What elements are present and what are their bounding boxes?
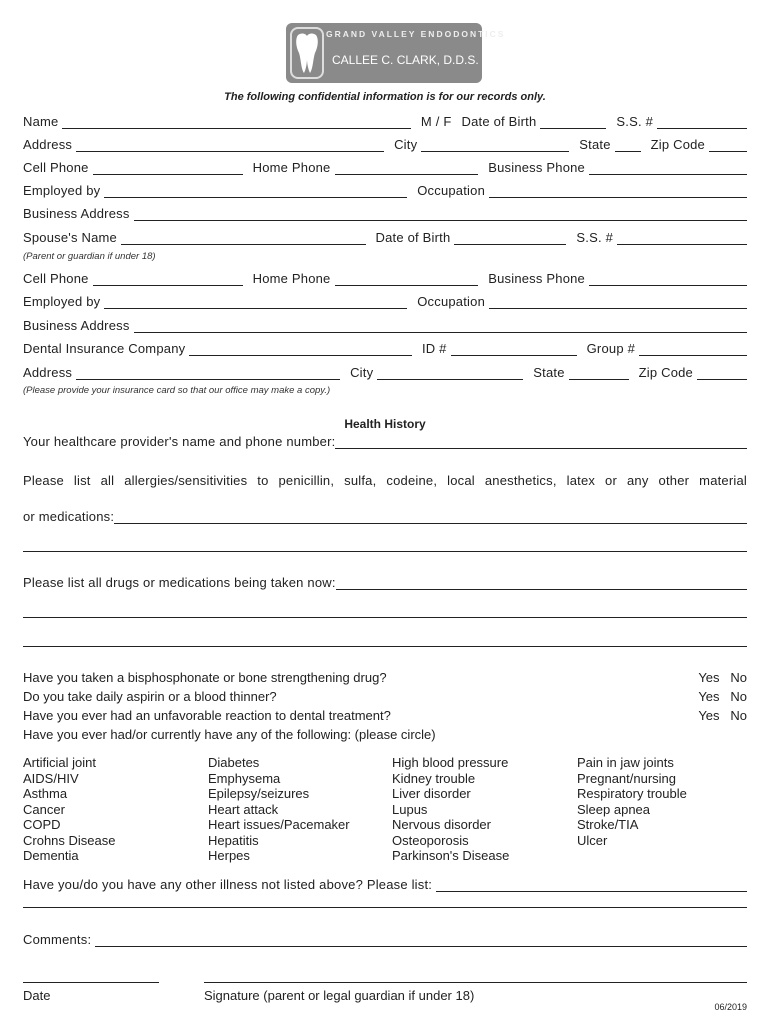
insurance-city-label: City [350,365,374,380]
spouse-name-field[interactable] [121,233,366,245]
employed-field[interactable] [104,186,407,198]
insurance-row [23,341,747,356]
date-label: Date [23,988,51,1003]
condition-item[interactable]: Osteoporosis [392,832,469,848]
revision-date: 06/2019 [714,1002,747,1012]
guardian-note: (Parent or guardian if under 18) [23,251,156,262]
city-label: City [394,137,418,152]
dob-field[interactable] [540,117,606,129]
conditions-column-1 [23,755,116,864]
dob-label: Date of Birth [461,114,537,129]
practice-name: GRAND VALLEY ENDODONTICS [326,29,506,39]
cell-phone-label: Cell Phone [23,160,89,175]
zip-label: Zip Code [650,137,705,152]
spouse-phone-row [23,271,747,286]
spouse-employed-label: Employed by [23,294,101,309]
insurance-city-field[interactable] [377,368,523,380]
condition-item[interactable]: Sleep apnea [577,801,651,817]
date-line[interactable] [23,982,159,983]
drugs-extra-line-1[interactable] [23,617,747,618]
spouse-occupation-field[interactable] [489,297,747,309]
drugs-row [23,575,747,590]
insurance-card-note: (Please provide your insurance card so that our office may make a copy.) [23,385,331,396]
spouse-name-label: Spouse's Name [23,230,117,245]
spouse-employed-field[interactable] [104,297,407,309]
spouse-ss-label: S.S. # [576,230,613,245]
insurance-group-field[interactable] [639,344,747,356]
insurance-address-field[interactable] [76,368,340,380]
question-1-answer [698,670,747,685]
spouse-business-phone-label: Business Phone [488,271,585,286]
condition-item[interactable]: Heart issues/Pacemaker [208,817,350,832]
spouse-occupation-label: Occupation [417,294,485,309]
allergies-extra-line[interactable] [23,551,747,552]
no-option[interactable]: No [730,670,747,685]
spouse-business-address-field[interactable] [134,321,747,333]
conditions-column-3 [392,755,509,864]
state-field[interactable] [615,140,641,152]
patient-phone-row [23,160,747,175]
ss-label: S.S. # [616,114,653,129]
condition-item[interactable]: Kidney trouble [392,770,476,786]
patient-employment-row [23,183,747,198]
spouse-cell-field[interactable] [93,274,243,286]
practice-logo [286,23,506,83]
home-phone-label: Home Phone [252,160,331,175]
provider-field[interactable] [335,437,747,449]
zip-field[interactable] [709,140,747,152]
spouse-business-address-label: Business Address [23,318,130,333]
spouse-employment-row [23,294,747,309]
city-field[interactable] [421,140,569,152]
name-field[interactable] [62,117,410,129]
comments-label: Comments: [23,932,92,947]
ss-field[interactable] [657,117,747,129]
condition-item[interactable]: Herpes [208,848,250,863]
yes-option[interactable]: Yes [698,670,720,685]
spouse-business-phone-field[interactable] [589,274,747,286]
condition-item[interactable]: Emphysema [208,770,281,786]
insurance-zip-label: Zip Code [638,365,693,380]
condition-item[interactable]: Hepatitis [208,832,259,848]
insurance-address-row [23,365,747,380]
condition-item[interactable]: Nervous disorder [392,817,491,832]
medications-label: or medications: [23,509,115,524]
condition-item[interactable]: Lupus [392,801,428,817]
condition-item[interactable]: Epilepsy/seizures [208,786,310,801]
spouse-home-label: Home Phone [252,271,331,286]
state-label: State [579,137,611,152]
provider-label: Your healthcare provider's name and phone number: [23,434,336,449]
condition-item[interactable]: Respiratory trouble [577,786,687,801]
insurance-zip-field[interactable] [697,368,747,380]
occupation-label: Occupation [417,183,485,198]
business-address-field[interactable] [134,209,747,221]
patient-business-address-row [23,206,747,221]
condition-item[interactable]: AIDS/HIV [23,770,79,786]
condition-item[interactable]: Diabetes [208,755,260,770]
yes-option[interactable]: Yes [698,708,720,723]
spouse-name-row [23,230,747,245]
allergies-row [23,509,747,524]
home-phone-field[interactable] [335,163,479,175]
drugs-label: Please list all drugs or medications being taken now: [23,575,336,590]
allergies-field[interactable] [114,512,747,524]
question-3: Have you ever had an unfavorable reaction to dental treatment? [23,708,391,723]
name-label: Name [23,114,59,129]
condition-item[interactable]: Heart attack [208,801,279,817]
condition-item[interactable]: Artificial joint [23,755,96,770]
insurance-company-field[interactable] [189,344,412,356]
other-illness-field[interactable] [436,880,747,892]
insurance-id-field[interactable] [451,344,577,356]
condition-item[interactable]: Ulcer [577,832,608,848]
allergies-prompt: Please list all allergies/sensitivities to penicillin, sulfa, codeine, local anesthetics, latex or any other material [23,473,747,488]
provider-row [23,434,747,449]
signature-label: Signature (parent or legal guardian if under 18) [204,988,475,1003]
conditions-column-2 [208,755,350,864]
condition-item[interactable]: Dementia [23,848,79,863]
health-history-title: Health History [344,417,426,431]
drugs-extra-line-2[interactable] [23,646,747,647]
insurance-id-label: ID # [421,341,447,356]
records-notice: The following confidential information is for our records only. [224,91,546,103]
tooth-icon [290,27,324,79]
conditions-column-4 [577,755,687,848]
yes-option[interactable]: Yes [698,689,720,704]
comments-row [23,932,747,947]
spouse-dob-label: Date of Birth [375,230,451,245]
condition-item[interactable]: Asthma [23,786,68,801]
question-2-answer [698,689,747,704]
address-field[interactable] [76,140,384,152]
spouse-ss-field[interactable] [617,233,747,245]
no-option[interactable]: No [730,689,747,704]
occupation-field[interactable] [489,186,747,198]
spouse-home-field[interactable] [335,274,479,286]
condition-item[interactable]: Cancer [23,801,65,817]
insurance-company-label: Dental Insurance Company [23,341,186,356]
question-2: Do you take daily aspirin or a blood thinner? [23,689,277,704]
employed-label: Employed by [23,183,101,198]
condition-item[interactable]: Liver disorder [392,786,471,801]
business-address-label: Business Address [23,206,130,221]
sex-label: M / F [420,114,452,129]
other-illness-row [23,877,747,892]
no-option[interactable]: No [730,708,747,723]
business-phone-field[interactable] [589,163,747,175]
business-phone-label: Business Phone [488,160,585,175]
condition-item[interactable]: High blood pressure [392,755,509,770]
patient-address-row [23,137,747,152]
other-illness-extra-line[interactable] [23,907,747,908]
insurance-state-field[interactable] [569,368,629,380]
doctor-name: CALLEE C. CLARK, D.D.S. [332,53,479,67]
insurance-group-label: Group # [586,341,635,356]
signature-line[interactable] [204,982,747,983]
comments-field[interactable] [95,935,747,947]
insurance-address-label: Address [23,365,73,380]
condition-item[interactable]: Stroke/TIA [577,817,639,832]
spouse-dob-field[interactable] [454,233,566,245]
drugs-field[interactable] [336,578,747,590]
insurance-state-label: State [533,365,565,380]
other-illness-label: Have you/do you have any other illness not listed above? Please list: [23,877,433,892]
condition-item[interactable]: Pain in jaw joints [577,755,674,770]
address-label: Address [23,137,73,152]
condition-item[interactable]: Pregnant/nursing [577,770,677,786]
question-1: Have you taken a bisphosphonate or bone strengthening drug? [23,670,387,685]
cell-phone-field[interactable] [93,163,243,175]
question-3-answer [698,708,747,723]
circle-prompt: Have you ever had/or currently have any of the following: (please circle) [23,727,436,742]
condition-item[interactable]: COPD [23,817,61,832]
condition-item[interactable]: Crohns Disease [23,832,116,848]
condition-item[interactable]: Parkinson's Disease [392,848,510,863]
patient-name-row [23,114,747,129]
spouse-cell-label: Cell Phone [23,271,89,286]
spouse-business-address-row [23,318,747,333]
